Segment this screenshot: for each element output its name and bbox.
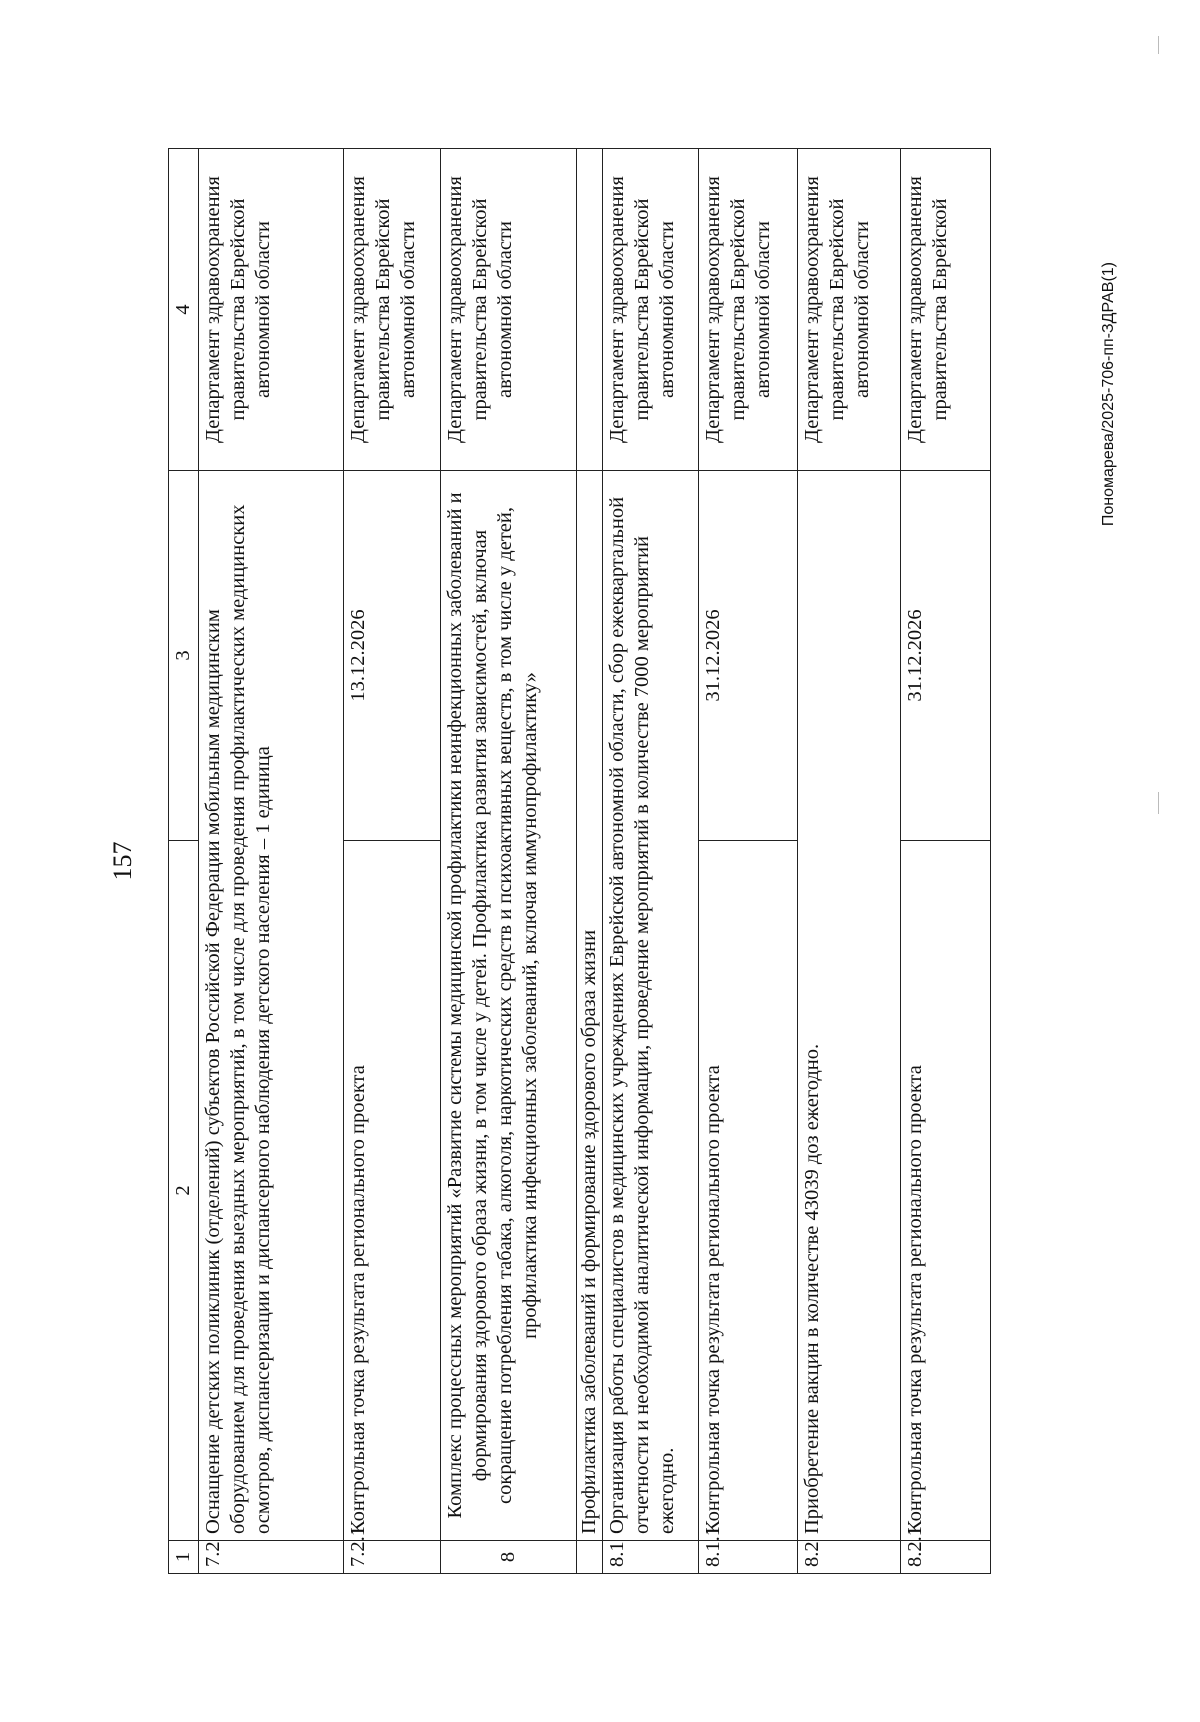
header-col-2: 2 [169,841,199,1541]
row-text: Приобретение вакцин в количестве 43039 доз ежегодно. [798,471,901,1541]
row-number: 8.2.1 [901,1541,991,1574]
document-footer: Пономарева/2025-706-пп-ЗДРАВ(1) [1100,262,1117,527]
row-text: Контрольная точка результата регионального проекта [344,841,441,1541]
table-header-row [169,149,199,1574]
row-department: Департамент здравоохранения правительства Еврейской автономной области [699,149,798,471]
row-department: Департамент здравоохранения правительства Еврейской автономной области [798,149,901,471]
row-text: Контрольная точка результата регионального проекта [901,841,991,1541]
row-number: 8.1 [603,1541,699,1574]
row-date: 31.12.2026 [901,471,991,841]
header-col-3: 3 [169,471,199,841]
table-row [441,149,577,1574]
row-number: 8.1.1 [699,1541,798,1574]
row-text: Оснащение детских поликлиник (отделений) субъектов Российской Федерации мобильным медицинским оборудованием для проведения выездных мероприятий, в том числе для проведения профилактических медицинских осмотров, диспансеризации и диспансерного наблюдения детского населения – 1 единица [199,471,344,1541]
table-row [344,149,441,1574]
scan-mark [1158,36,1159,54]
measures-table [168,148,991,1574]
row-date: 13.12.2026 [344,471,441,841]
row-number: 8 [441,1541,577,1574]
table-row [199,149,344,1574]
header-col-4: 4 [169,149,199,471]
row-text: Контрольная точка результата регионального проекта [699,841,798,1541]
table-row [798,149,901,1574]
page-number: 157 [108,841,137,881]
row-department: Департамент здравоохранения правительства Еврейской автономной области [441,149,577,471]
section-empty-cell [577,1541,603,1574]
table-row [603,149,699,1574]
scan-mark [1158,792,1159,814]
section-empty-cell [577,149,603,471]
row-number: 7.2.1 [344,1541,441,1574]
row-department: Департамент здравоохранения правительства Еврейской автономной области [199,149,344,471]
row-number: 7.2 [199,1541,344,1574]
section-title: Профилактика заболеваний и формирование здорового образа жизни [577,471,603,1541]
header-col-1: 1 [169,1541,199,1574]
row-department: Департамент здравоохранения правительства Еврейской автономной области [344,149,441,471]
row-date: 31.12.2026 [699,471,798,841]
table-row [699,149,798,1574]
section-row [577,149,603,1574]
row-department: Департамент здравоохранения правительства Еврейской автономной области [603,149,699,471]
row-department: Департамент здравоохранения правительства Еврейской [901,149,991,471]
row-text: Организация работы специалистов в медицинских учреждениях Еврейской автономной области, сбор ежеквартальной отчетности и необходимой аналитической информации, проведение мероприятий в количестве 7000 мероприятий ежегодно. [603,471,699,1541]
row-text: Комплекс процессных мероприятий «Развитие системы медицинской профилактики неинфекционных заболеваний и формирования здорового образа жизни, в том числе у детей. Профилактика развития зависимостей, включая сокращение потребления табака, алкоголя, наркотических средств и психоактивных веществ, в том числе у детей, профилактика инфекционных заболеваний, включая иммунопрофилактику» [441,471,577,1541]
table-row [901,149,991,1574]
row-number: 8.2 [798,1541,901,1574]
